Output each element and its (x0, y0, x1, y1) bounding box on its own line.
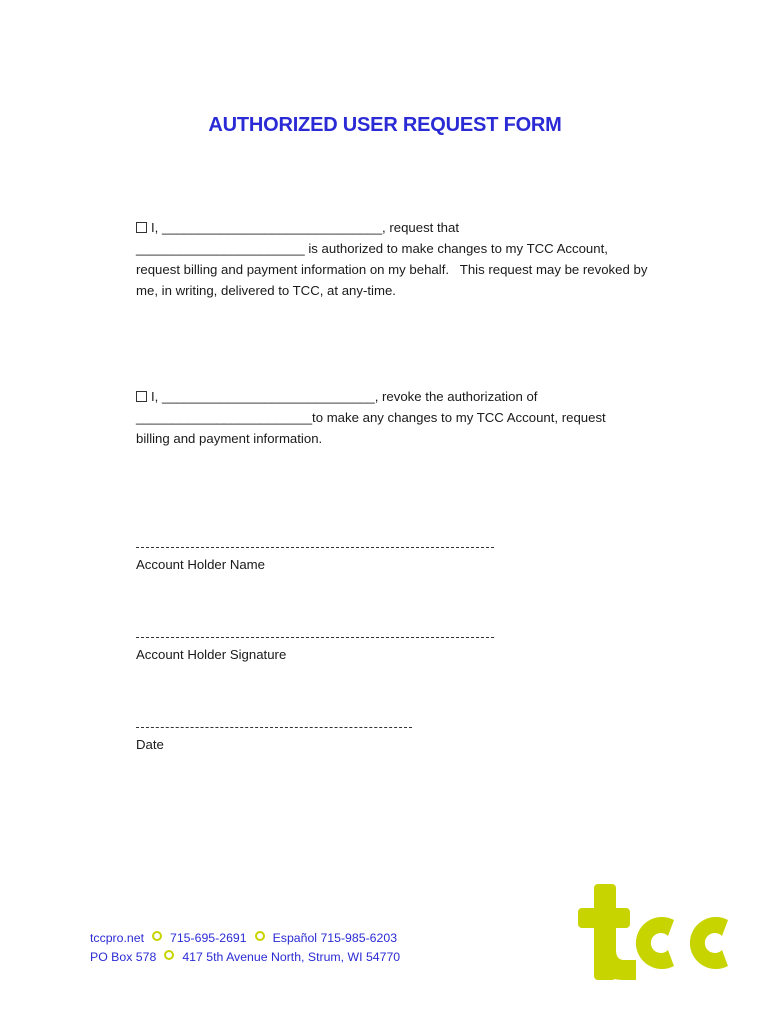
footer-po-box: PO Box 578 (90, 950, 157, 964)
footer-spanish-phone[interactable]: Español 715-985-6203 (272, 931, 398, 945)
date-line[interactable] (136, 727, 412, 728)
revoke-checkbox[interactable] (136, 391, 147, 402)
authorize-line-3: request billing and payment information on my behalf. This request may be revoked by (136, 262, 648, 277)
revoke-line-3: billing and payment information. (136, 431, 323, 446)
revoke-line-1 (136, 386, 681, 407)
account-holder-name-field (136, 547, 494, 572)
account-holder-name-line[interactable] (136, 547, 494, 548)
footer-phone[interactable]: 715-695-2691 (170, 931, 247, 945)
footer-website[interactable]: tccpro.net (90, 931, 144, 945)
authorized-user-blank[interactable]: _______________________ (136, 241, 305, 256)
revoke-suffix: , revoke the authorization of (374, 389, 538, 404)
revoke-text-2: to make any changes to my TCC Account, request (312, 410, 606, 425)
bullet-icon (255, 931, 265, 941)
bullet-icon (152, 931, 162, 941)
bullet-icon (164, 950, 174, 960)
account-holder-signature-label: Account Holder Signature (136, 647, 287, 662)
authorize-prefix: I, (151, 220, 162, 235)
footer-line-1 (90, 931, 397, 945)
revoker-name-blank[interactable]: _____________________________ (162, 389, 375, 404)
footer-line-2 (90, 950, 400, 964)
date-label: Date (136, 737, 164, 752)
tcc-logo (576, 880, 736, 990)
account-holder-signature-line[interactable] (136, 637, 494, 638)
revoke-prefix: I, (151, 389, 162, 404)
footer-address: 417 5th Avenue North, Strum, WI 54770 (182, 950, 401, 964)
authorize-text-2: is authorized to make changes to my TCC Account, (304, 241, 608, 256)
authorize-checkbox[interactable] (136, 222, 147, 233)
date-field (136, 727, 412, 752)
authorize-suffix: , request that (382, 220, 460, 235)
account-holder-signature-field (136, 637, 494, 662)
authorize-line-4: me, in writing, delivered to TCC, at any-time. (136, 283, 396, 298)
authorizer-name-blank[interactable]: ______________________________ (162, 220, 383, 235)
revoke-section (136, 386, 681, 449)
authorize-line-2 (136, 238, 681, 259)
revoked-user-blank[interactable]: ________________________ (136, 410, 313, 425)
account-holder-name-label: Account Holder Name (136, 557, 266, 572)
authorize-section (136, 217, 681, 301)
form-title: AUTHORIZED USER REQUEST FORM (208, 114, 562, 136)
revoke-line-2 (136, 407, 681, 428)
authorize-line-1 (136, 217, 681, 238)
